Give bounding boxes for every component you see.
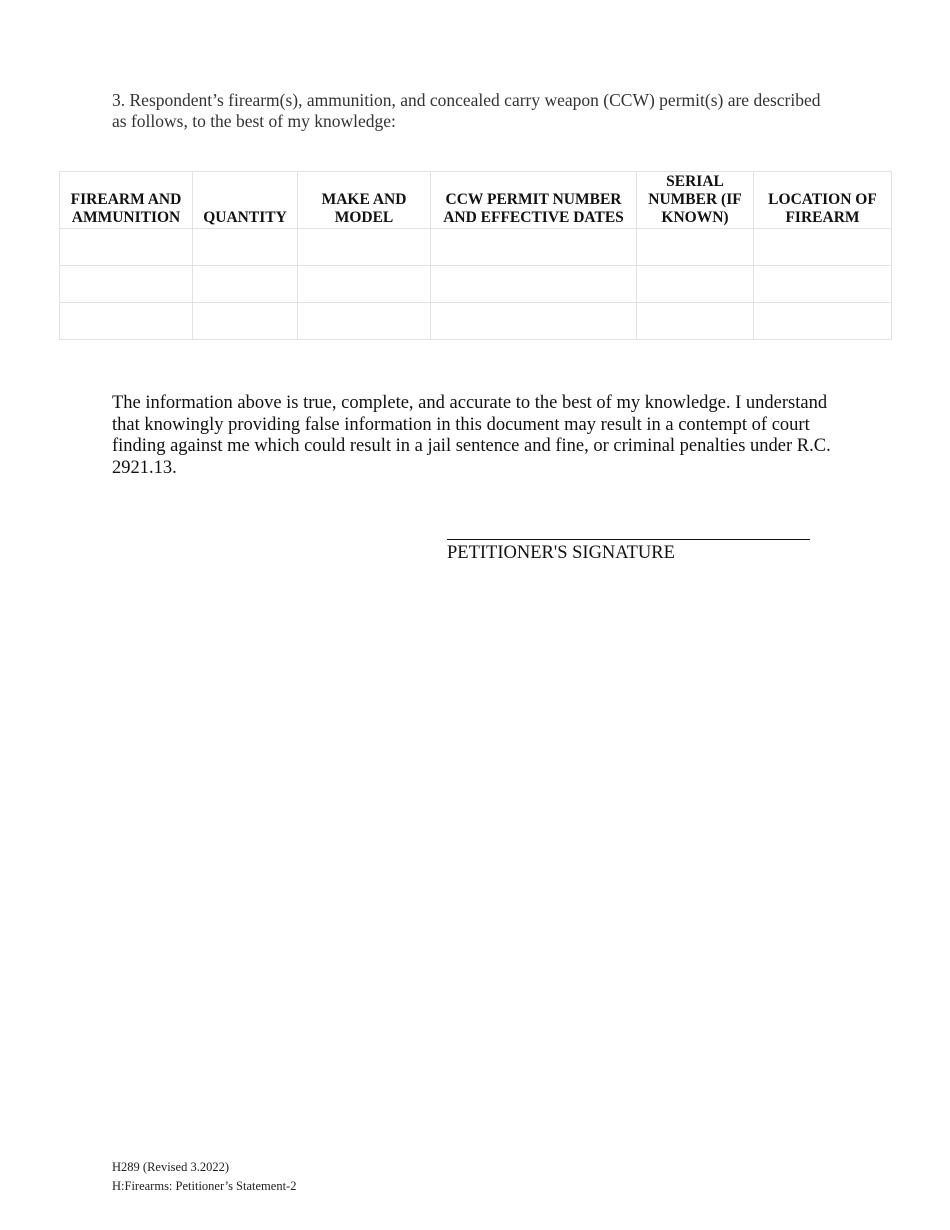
header-ccw-permit: CCW PERMIT NUMBER AND EFFECTIVE DATES <box>431 172 637 229</box>
table-cell[interactable] <box>754 266 892 303</box>
table-cell[interactable] <box>637 229 754 266</box>
table-cell[interactable] <box>298 229 431 266</box>
intro-paragraph: 3. Respondent’s firearm(s), ammunition, and concealed carry weapon (CCW) permit(s) are described as follows, to the best of my knowledge: <box>112 90 821 131</box>
table-cell[interactable] <box>193 229 298 266</box>
table-row <box>60 266 892 303</box>
signature-line[interactable] <box>447 539 810 540</box>
table-row <box>60 303 892 340</box>
form-title: H:Firearms: Petitioner’s Statement-2 <box>112 1179 297 1193</box>
header-make-and-model: MAKE AND MODEL <box>298 172 431 229</box>
table-cell[interactable] <box>60 229 193 266</box>
table-header-row <box>60 172 892 229</box>
table-cell[interactable] <box>60 266 193 303</box>
table-cell[interactable] <box>431 303 637 340</box>
table-cell[interactable] <box>60 303 193 340</box>
header-location-of-firearm: LOCATION OF FIREARM <box>754 172 892 229</box>
table-cell[interactable] <box>298 303 431 340</box>
firearm-table <box>59 171 892 340</box>
table-cell[interactable] <box>754 229 892 266</box>
form-code: H289 (Revised 3.2022) <box>112 1160 229 1174</box>
header-serial-number: SERIAL NUMBER (IF KNOWN) <box>637 172 754 229</box>
header-firearm-and-ammunition: FIREARM AND AMMUNITION <box>60 172 193 229</box>
table-cell[interactable] <box>298 266 431 303</box>
certification-statement: The information above is true, complete, and accurate to the best of my knowledge. I understand that knowingly providing false information in this document may result in a contempt of court finding against me which could result in a jail sentence and fine, or criminal penalties under R.C. 2921.13. <box>112 393 831 478</box>
table-cell[interactable] <box>431 229 637 266</box>
table-row <box>60 229 892 266</box>
signature-label: PETITIONER'S SIGNATURE <box>447 543 675 563</box>
header-quantity: QUANTITY <box>193 172 298 229</box>
table-cell[interactable] <box>431 266 637 303</box>
table-cell[interactable] <box>193 303 298 340</box>
table-cell[interactable] <box>637 266 754 303</box>
table-cell[interactable] <box>637 303 754 340</box>
table-cell[interactable] <box>193 266 298 303</box>
page-footer <box>112 1158 296 1196</box>
table-cell[interactable] <box>754 303 892 340</box>
